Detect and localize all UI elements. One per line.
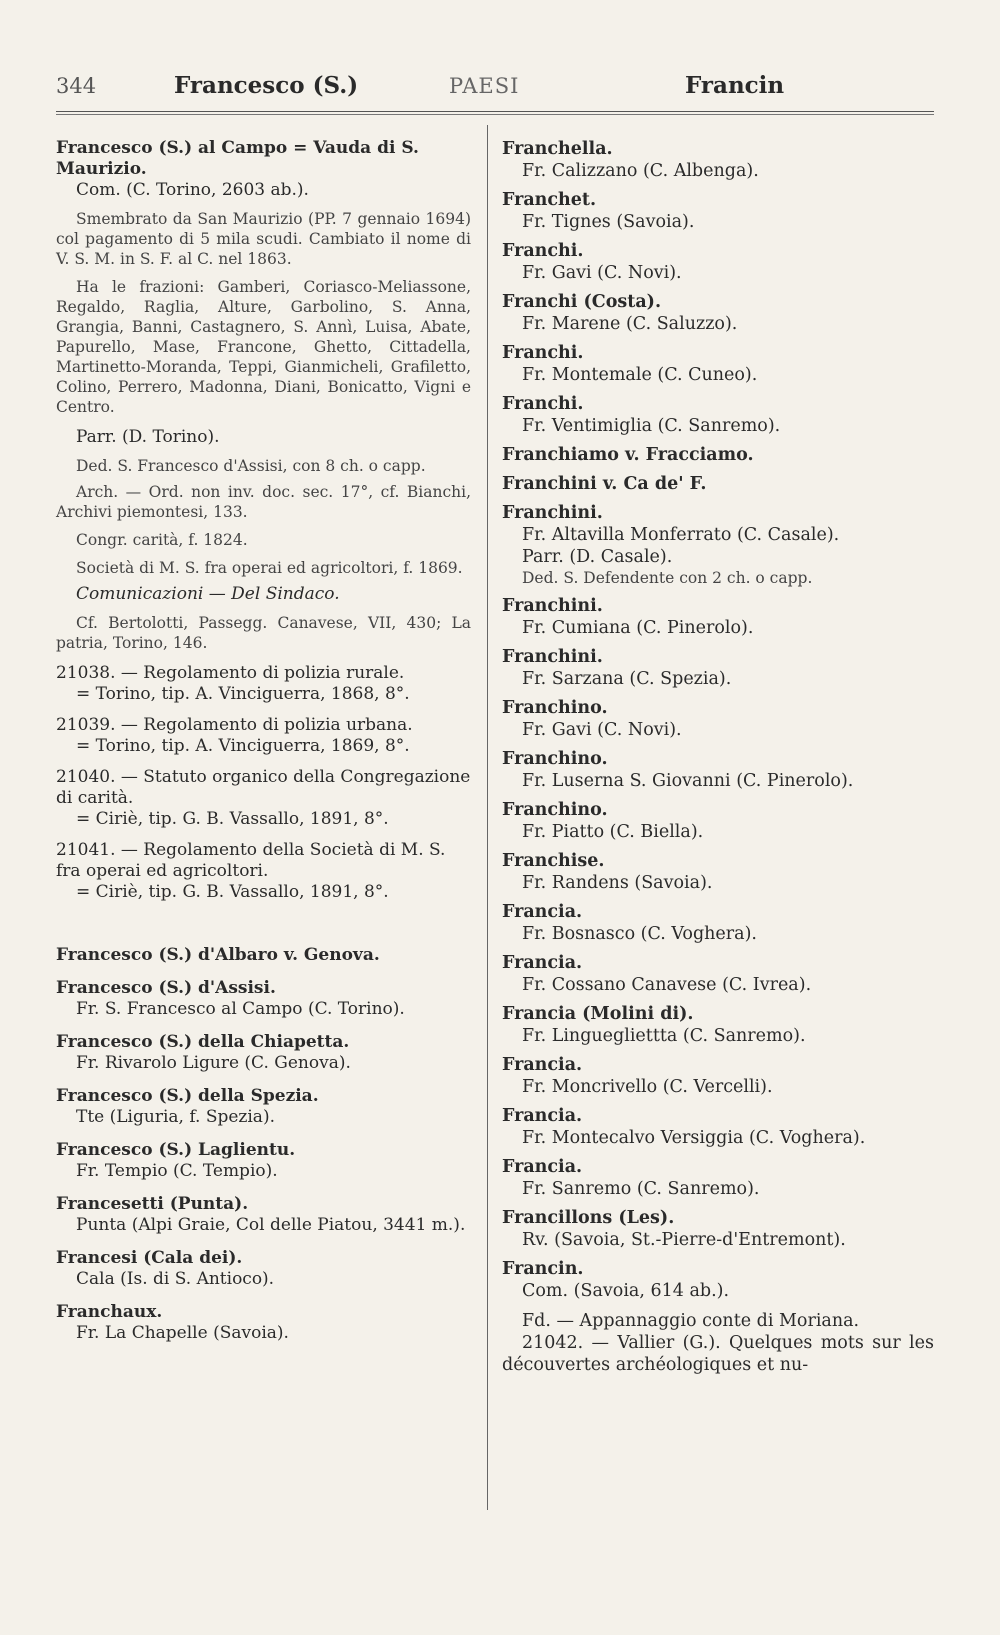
entry-title: Franchet. — [502, 190, 597, 210]
entry-title: Franchiamo v. Fracciamo. — [502, 445, 754, 465]
entry-francesco-laglientu — [56, 1140, 471, 1182]
entry-franchella — [502, 138, 934, 182]
entry-title: Francia. — [502, 1055, 583, 1075]
right-column — [502, 138, 934, 1383]
entry-line: Parr. (D. Casale). — [522, 547, 673, 567]
entry-line: Fr. Tignes (Savoia). — [522, 212, 695, 232]
entry-franchi-ventimiglia — [502, 393, 934, 437]
entry-title: Francesco (S.) Laglientu. — [56, 1140, 296, 1160]
bibliography-imprint: = Ciriè, tip. G. B. Vassallo, 1891, 8°. — [76, 809, 389, 829]
entry-line: Fr. Montemale (C. Cuneo). — [522, 365, 758, 385]
entry-title: Franchino. — [502, 749, 608, 769]
bibliography-item: 21042. — Vallier (G.). Quelques mots sur les découvertes archéologiques et nu- — [502, 1333, 934, 1375]
entry-title: Francia. — [502, 953, 583, 973]
entry-line: Fr. Randens (Savoia). — [522, 873, 713, 893]
running-title-left: Francesco (S.) — [174, 72, 359, 99]
entry-line: Tte (Liguria, f. Spezia). — [76, 1107, 275, 1127]
entry-line: Fr. Calizzano (C. Albenga). — [522, 161, 759, 181]
entry-line: Ded. S. Francesco d'Assisi, con 8 ch. o capp. — [76, 457, 426, 475]
entry-francesco-chiapetta — [56, 1032, 471, 1074]
entry-francesetti-punta — [56, 1194, 471, 1236]
bibliography-imprint: = Ciriè, tip. G. B. Vassallo, 1891, 8°. — [76, 882, 389, 902]
entry-francia-molini — [502, 1003, 934, 1047]
entry-title: Francesco (S.) d'Assisi. — [56, 978, 276, 998]
entry-title: Franchini v. Ca de' F. — [502, 474, 707, 494]
entry-francesi-cala — [56, 1248, 471, 1290]
entry-title: Franchella. — [502, 139, 613, 159]
entry-line: Fr. Luserna S. Giovanni (C. Pinerolo). — [522, 771, 854, 791]
entry-franchi-gavi — [502, 240, 934, 284]
entry-line: Fr. Piatto (C. Biella). — [522, 822, 704, 842]
entry-franchi-montemale — [502, 342, 934, 386]
entry-line: Fr. Gavi (C. Novi). — [522, 720, 682, 740]
entry-title: Franchini. — [502, 596, 603, 616]
entry-line: Fr. Cossano Canavese (C. Ivrea). — [522, 975, 812, 995]
entry-francia-bosnasco — [502, 901, 934, 945]
column-divider — [487, 125, 488, 1510]
entry-paragraph: Società di M. S. fra operai ed agricoltori, f. 1869. — [76, 559, 463, 577]
entry-franchet — [502, 189, 934, 233]
entry-line: Ded. S. Defendente con 2 ch. o capp. — [522, 569, 813, 587]
entry-franchino-gavi — [502, 697, 934, 741]
entry-title: Francesetti (Punta). — [56, 1194, 249, 1214]
running-head — [56, 72, 925, 112]
entry-francesco-dassisi — [56, 978, 471, 1020]
entry-line: Fr. Altavilla Monferrato (C. Casale). — [522, 525, 840, 545]
bibliography-item: 21040. — Statuto organico della Congregazione di carità. — [56, 767, 471, 808]
entry-francin — [502, 1258, 934, 1376]
entry-title: Franchi. — [502, 343, 584, 363]
entry-line: Punta (Alpi Graie, Col delle Piatou, 3441 m.). — [76, 1215, 466, 1235]
entry-title: Francesi (Cala dei). — [56, 1248, 243, 1268]
bibliography-imprint: = Torino, tip. A. Vinciguerra, 1868, 8°. — [76, 684, 410, 704]
entry-francesco-dalbaro — [56, 945, 471, 966]
entry-francillons — [502, 1207, 934, 1251]
entry-line: Fd. — Appannaggio conte di Moriana. — [522, 1311, 860, 1331]
entry-line: Comunicazioni — Del Sindaco. — [76, 584, 340, 604]
entry-line: Com. (C. Torino, 2603 ab.). — [76, 180, 309, 200]
entry-title: Francia (Molini di). — [502, 1004, 694, 1024]
entry-francia-cossano — [502, 952, 934, 996]
entry-title: Francia. — [502, 1106, 583, 1126]
entry-title: Franchino. — [502, 698, 608, 718]
entry-franchini-altavilla — [502, 502, 934, 588]
entry-title: Franchino. — [502, 800, 608, 820]
entry-title: Franchi. — [502, 394, 584, 414]
entry-francesco-al-campo — [56, 138, 471, 903]
entry-title: Francesco (S.) della Spezia. — [56, 1086, 319, 1106]
entry-title: Franchini. — [502, 647, 603, 667]
entry-line: Cala (Is. di S. Antioco). — [76, 1269, 275, 1289]
header-rule-secondary — [56, 114, 934, 115]
entry-franchise — [502, 850, 934, 894]
entry-title: Francesco (S.) della Chiapetta. — [56, 1032, 350, 1052]
entry-title: Franchaux. — [56, 1302, 163, 1322]
entry-franchino-luserna — [502, 748, 934, 792]
entry-franchini-cumiana — [502, 595, 934, 639]
entry-paragraph: Arch. — Ord. non inv. doc. sec. 17°, cf. Bianchi, Archivi piemontesi, 133. — [56, 483, 471, 521]
entry-line: Congr. carità, f. 1824. — [76, 531, 248, 549]
running-section: PAESI — [449, 74, 520, 98]
entry-title: Francia. — [502, 1157, 583, 1177]
entry-line: Rv. (Savoia, St.-Pierre-d'Entremont). — [522, 1230, 846, 1250]
entry-line: Fr. Tempio (C. Tempio). — [76, 1161, 278, 1181]
entry-title: Francesco (S.) d'Albaro v. Genova. — [56, 945, 380, 965]
running-title-right: Francin — [685, 72, 785, 99]
header-rule — [56, 111, 934, 112]
entry-line: Fr. Montecalvo Versiggia (C. Voghera). — [522, 1128, 866, 1148]
entry-franchino-piatto — [502, 799, 934, 843]
entry-title: Francia. — [502, 902, 583, 922]
entry-line: Fr. Gavi (C. Novi). — [522, 263, 682, 283]
entry-franchiamo — [502, 444, 934, 466]
entry-francesco-spezia — [56, 1086, 471, 1128]
entry-line: Fr. Moncrivello (C. Vercelli). — [522, 1077, 773, 1097]
entry-title: Franchini. — [502, 503, 603, 523]
entry-paragraph: Cf. Bertolotti, Passegg. Canavese, VII, 430; La patria, Torino, 146. — [56, 614, 471, 652]
entry-francia-sanremo — [502, 1156, 934, 1200]
entry-line: Fr. Rivarolo Ligure (C. Genova). — [76, 1053, 351, 1073]
page-number: 344 — [56, 74, 97, 98]
entry-title: Francin. — [502, 1259, 584, 1279]
bibliography-item: 21041. — Regolamento della Società di M. S. fra operai ed agricoltori. — [56, 840, 446, 881]
entry-line: Fr. Bosnasco (C. Voghera). — [522, 924, 757, 944]
entry-title: Franchi. — [502, 241, 584, 261]
bibliography-item: 21039. — Regolamento di polizia urbana. — [56, 715, 413, 735]
entry-line: Fr. Sanremo (C. Sanremo). — [522, 1179, 760, 1199]
entry-line: Fr. S. Francesco al Campo (C. Torino). — [76, 999, 405, 1019]
bibliography-item: 21038. — Regolamento di polizia rurale. — [56, 663, 405, 683]
entry-franchi-costa — [502, 291, 934, 335]
entry-line: Fr. Sarzana (C. Spezia). — [522, 669, 732, 689]
entry-line: Fr. Cumiana (C. Pinerolo). — [522, 618, 754, 638]
bibliography-imprint: = Torino, tip. A. Vinciguerra, 1869, 8°. — [76, 736, 410, 756]
entry-franchaux — [56, 1302, 471, 1344]
entry-line: Fr. Marene (C. Saluzzo). — [522, 314, 738, 334]
entry-line: Fr. Ventimiglia (C. Sanremo). — [522, 416, 781, 436]
entry-paragraph: Ha le frazioni: Gamberi, Coriasco-Meliassone, Regaldo, Raglia, Alture, Garbolino, S. Anna, Grangia, Banni, Castagnero, S. Annì, Luisa, Abate, Papurello, Mase, Francone, Ghetto, Cittadella, Martinetto-Moranda, Teppi, Gianmicheli, Grafiletto, Colino, Perrero, Madonna, Diani, Bonicatto, Vigni e Centro. — [56, 278, 471, 416]
entry-franchini-sarzana — [502, 646, 934, 690]
entry-line: Fr. Linguegliettta (C. Sanremo). — [522, 1026, 806, 1046]
entry-title: Francillons (Les). — [502, 1208, 675, 1228]
entry-title: Franchi (Costa). — [502, 292, 662, 312]
entry-francia-montecalvo — [502, 1105, 934, 1149]
entry-title: Franchise. — [502, 851, 605, 871]
entry-line: Com. (Savoia, 614 ab.). — [522, 1281, 730, 1301]
entry-paragraph: Smembrato da San Maurizio (PP. 7 gennaio 1694) col pagamento di 5 mila scudi. Cambiato il nome di V. S. M. in S. F. al C. nel 1863. — [56, 210, 471, 268]
entry-franchini-ca — [502, 473, 934, 495]
entry-line: Fr. La Chapelle (Savoia). — [76, 1323, 289, 1343]
entry-line: Parr. (D. Torino). — [76, 427, 220, 447]
entry-title: Francesco (S.) al Campo = Vauda di S. Maurizio. — [56, 138, 419, 179]
left-column — [56, 138, 471, 1356]
entry-francia-moncrivello — [502, 1054, 934, 1098]
